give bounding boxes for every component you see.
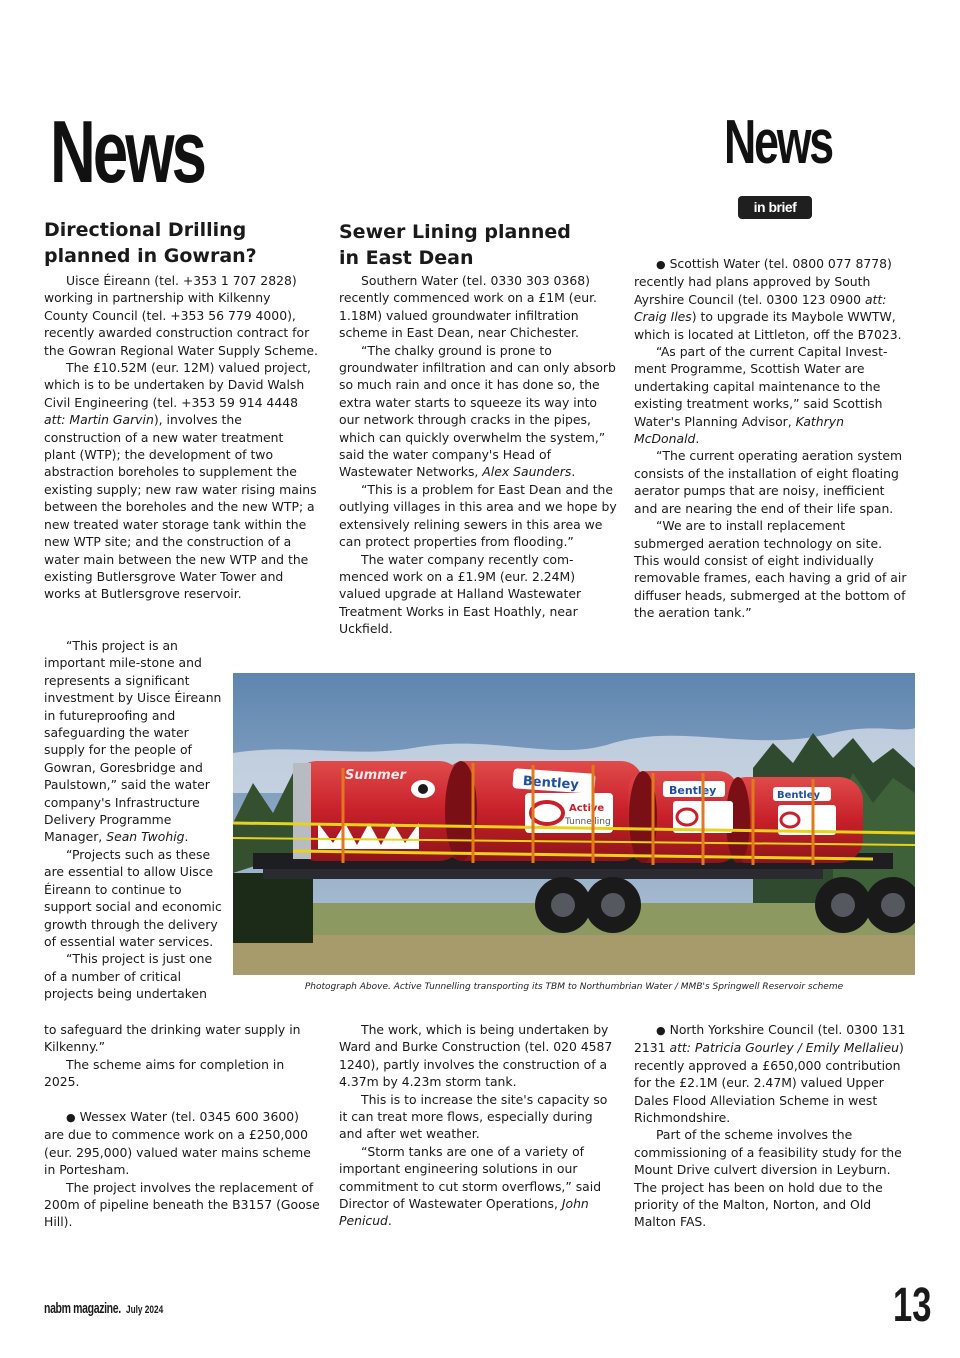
east-dean-headline-line1: Sewer Lining planned (339, 221, 571, 243)
gowran-article-lower (44, 1021, 320, 1231)
page-number: 13 (893, 1279, 932, 1332)
wessex-para-2: The project involves the replacement of 200m of pipeline beneath the B3157 (Goose Hill). (44, 1179, 320, 1230)
gowran-para-5a: “This project is just one of a number of critical projects being undertaken (44, 951, 213, 1002)
scottish-para-1: ● Scottish Water (tel. 0800 077 8778) recently had plans approved by South Ayrshire Council (tel. 0300 123 0900 att: Craig Iles) to upgrade its Maybole WWTW, which is located at Littleton, off the B7023. (634, 256, 902, 342)
in-brief-tag: in brief (738, 196, 812, 219)
tbm-transport-photo (233, 673, 915, 975)
scottish-para-3: “The current operating aeration system consists of the installation of eight floating aerator pumps that are noisy, inefficient and are nearing the end of their life span. (634, 448, 903, 516)
bullet-icon: ● (66, 1111, 76, 1125)
news-in-brief-title: News (724, 108, 832, 177)
active-logo-line1: Active (569, 803, 605, 814)
gowran-para-4: “Projects such as these are essential to allow Uisce Éireann to continue to support social and economic growth through the delivery of essential water services. (44, 846, 222, 949)
scottish-article (634, 255, 910, 622)
north-yorks-para-2: Part of the scheme involves the commissioning of a feasibility study for the Mount Drive culvert diversion in Leyburn. The project has been on hold due to the priority of the Malton, Norton, and Old Malton FAS. (634, 1127, 902, 1230)
gowran-article-narrow (44, 637, 222, 1003)
bentley-logo-1: Bentley (522, 773, 580, 793)
east-dean-para-4: The water company recently com-menced work on a £1.9M (eur. 2.24M) valued upgrade at Halland Wastewater Treatment Works in East Hoathly, near Uckfield. (339, 551, 582, 637)
east-dean-headline-line2: in East Dean (339, 247, 474, 269)
footer-date: July 2024 (126, 1304, 164, 1316)
gowran-para-6: The scheme aims for completion in 2025. (44, 1056, 285, 1090)
scottish-para-2: “As part of the current Capital Invest-ment Programme, Scottish Water are undertaking capital maintenance to the existing treatment works,” said Scottish Water's Planning Advisor, Kathryn McDonald. (634, 344, 888, 447)
photo-caption: Photograph Above. Active Tunnelling transporting its TBM to Northumbrian Water / MMB's Springwell Reservoir scheme (304, 982, 844, 992)
east-dean-para-6: This is to increase the site's capacity so it can treat more flows, especially during and after wet weather. (339, 1091, 608, 1142)
tbm-truck-illustration (233, 673, 915, 975)
bentley-logo-3: Bentley (777, 790, 821, 801)
wessex-para-1: ● Wessex Water (tel. 0345 600 3600) are due to commence work on a £250,000 (eur. 295,000) valued water mains scheme in Portesham. (44, 1109, 311, 1178)
east-dean-headline (339, 219, 619, 271)
north-yorks-article (634, 1021, 910, 1231)
masthead-title: News (50, 102, 205, 201)
bentley-logo-2: Bentley (669, 784, 717, 797)
north-yorks-para-1: ● North Yorkshire Council (tel. 0300 131 2131 att: Patricia Gourley / Emily Mellalieu) recently approved a £650,000 contribution for the £2.1M (eur. 2.47M) valued Upper Dales Flood Alleviation Scheme in west Richmondshire. (634, 1022, 906, 1126)
footer-brand: nabm magazine. (44, 1300, 121, 1317)
gowran-article-upper (44, 272, 318, 603)
gowran-headline-line1: Directional Drilling (44, 219, 247, 241)
scottish-para-4: “We are to install replacement submerged aeration technology on site. This would consist of eight individually removable frames, each having a grid of air diffuser heads, submerged at the bottom of the aeration tank.” (634, 518, 907, 621)
gowran-para-5b: to safeguard the drinking water supply in Kilkenny.” (44, 1022, 301, 1055)
tbm-name-label: Summer (345, 768, 406, 783)
gowran-para-3: “This project is an important mile-stone and represents a significant investment by Uisce Éireann in futureproofing and safeguarding the water supply for the people of Gowran, Goresbridge and Paulstown,” said the water company's Infrastructure Delivery Programme Manager, Sean Twohig. (44, 638, 222, 845)
gowran-headline (44, 217, 324, 269)
gowran-para-2: The £10.52M (eur. 12M) valued project, which is to be undertaken by David Walsh Civil Engineering (tel. +353 59 914 4448 att: Martin Garvin), involves the construction of a new water treatment plant (WTP); the development of two abstraction boreholes to supplement the existing supply; new raw water rising mains between the boreholes and the new WTP; a new treated water storage tank within the new WTP site; and the construction of a water main between the new WTP and the existing Butlersgrove Water Tower and works at Butlersgrove reservoir. (44, 360, 317, 602)
east-dean-para-5: The work, which is being undertaken by Ward and Burke Construction (tel. 020 4587 1240), partly involves the construction of a 4.37m by 4.23m storm tank. (339, 1022, 613, 1090)
east-dean-para-2: “The chalky ground is prone to groundwater infiltration and can only absorb so much rain and once it has done so, the extra water starts to squeeze its way into our network through cracks in the pipes, which can quickly overwhelm the system,” said the water company's Head of Wastewater Networks, Alex Saunders. (339, 342, 616, 480)
gowran-para-1: Uisce Éireann (tel. +353 1 707 2828) working in partnership with Kilkenny County Council (tel. +353 56 779 4000), recently awarded construction contract for the Gowran Regional Water Supply Scheme. (44, 273, 318, 358)
bullet-icon: ● (656, 258, 666, 271)
east-dean-para-1: Southern Water (tel. 0330 303 0368) recently commenced work on a £1M (eur. 1.18M) valued groundwater infiltration scheme in East Dean, near Chichester. (339, 273, 597, 341)
east-dean-article-upper (339, 272, 619, 638)
active-logo-line2: Tunnelling (565, 817, 611, 827)
gowran-headline-line2: planned in Gowran? (44, 245, 257, 267)
east-dean-para-7: “Storm tanks are one of a variety of important engineering solutions in our commitment to cut storm overflows,” said Director of Wastewater Operations, John Penicud. (339, 1143, 602, 1229)
bullet-icon: ● (656, 1024, 666, 1037)
east-dean-para-3: “This is a problem for East Dean and the outlying villages in this area and we hope by extensively relining sewers in this area we can protect properties from flooding.” (339, 481, 617, 550)
east-dean-article-lower (339, 1021, 619, 1230)
